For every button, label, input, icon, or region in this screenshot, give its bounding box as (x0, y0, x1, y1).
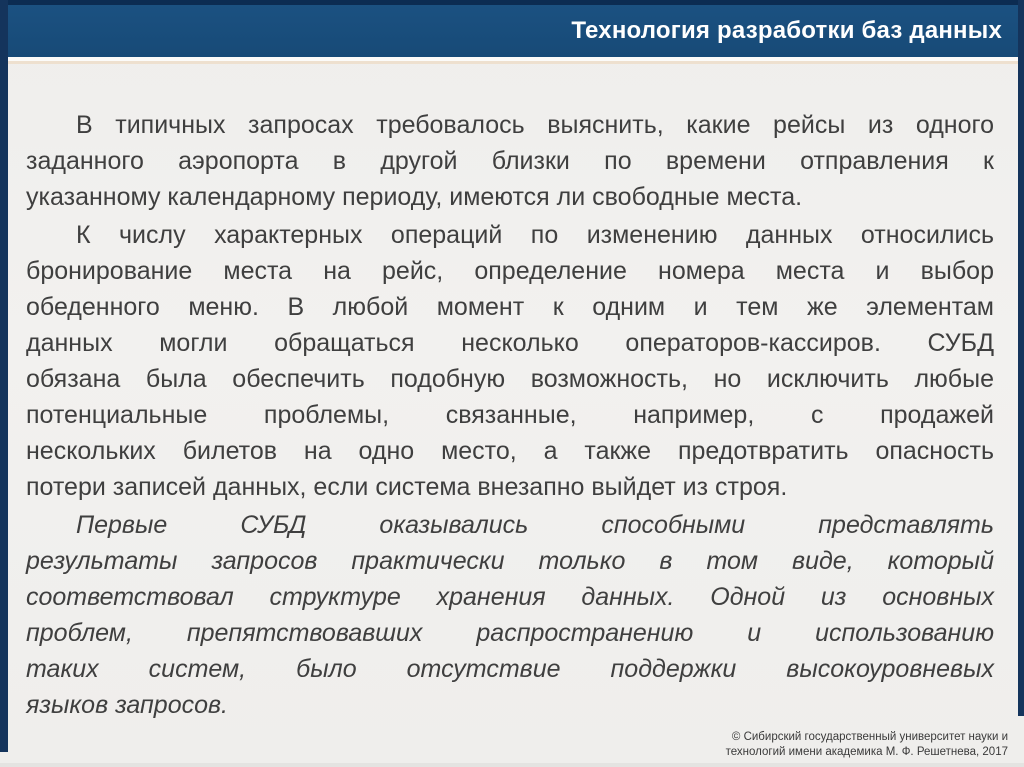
bottom-frame-strip (0, 763, 1024, 767)
copyright-line-2: технологий имени академика М. Ф. Решетнева, 2017 (725, 746, 1008, 758)
text-line: данных могли обращаться несколько операторов-кассиров. СУБД (26, 329, 994, 357)
text-line: потери записей данных, если система внезапно выйдет из строя. (26, 473, 788, 501)
text-line: В типичных запросах требовалось выяснить, какие рейсы из одного (76, 111, 994, 139)
text-line: обязана была обеспечить подобную возможность, но исключить любые (26, 365, 994, 393)
copyright-note (726, 730, 1008, 760)
text-line: обеденного меню. В любой момент к одним и тем же элементам (26, 293, 994, 321)
text-line: указанному календарному периоду, имеются ли свободные места. (26, 183, 803, 211)
slide-title: Технология разработки баз данных (571, 17, 1002, 44)
body-text (26, 107, 994, 725)
text-line: проблем, препятствовавших распространению и использованию (26, 619, 994, 647)
text-line: таких систем, было отсутствие поддержки высокоуровневых (26, 655, 994, 683)
paragraph (26, 217, 994, 505)
text-line: потенциальные проблемы, связанные, например, с продажей (26, 401, 994, 429)
paragraph (26, 107, 994, 215)
text-line: соответствовал структуре хранения данных. Одной из основных (26, 583, 994, 611)
text-line: бронирование места на рейс, определение номера места и выбор (26, 257, 994, 285)
text-line: нескольких билетов на одно место, а также предотвратить опасность (26, 437, 994, 465)
text-line: результаты запросов практически только в том виде, который (26, 547, 994, 575)
slide-header (0, 5, 1024, 57)
text-line: К числу характерных операций по изменению данных относились (76, 221, 994, 249)
header-separator-cream (0, 61, 1024, 64)
text-line: языков запросов. (26, 691, 229, 719)
text-line: заданного аэропорта в другой близки по времени отправления к (26, 147, 994, 175)
right-frame-strip (1018, 0, 1024, 716)
paragraph (26, 507, 994, 723)
copyright-line-1: © Сибирский государственный университет науки и (731, 731, 1008, 743)
text-line: Первые СУБД оказывались способными представлять (76, 511, 994, 539)
left-frame-strip (0, 0, 8, 752)
